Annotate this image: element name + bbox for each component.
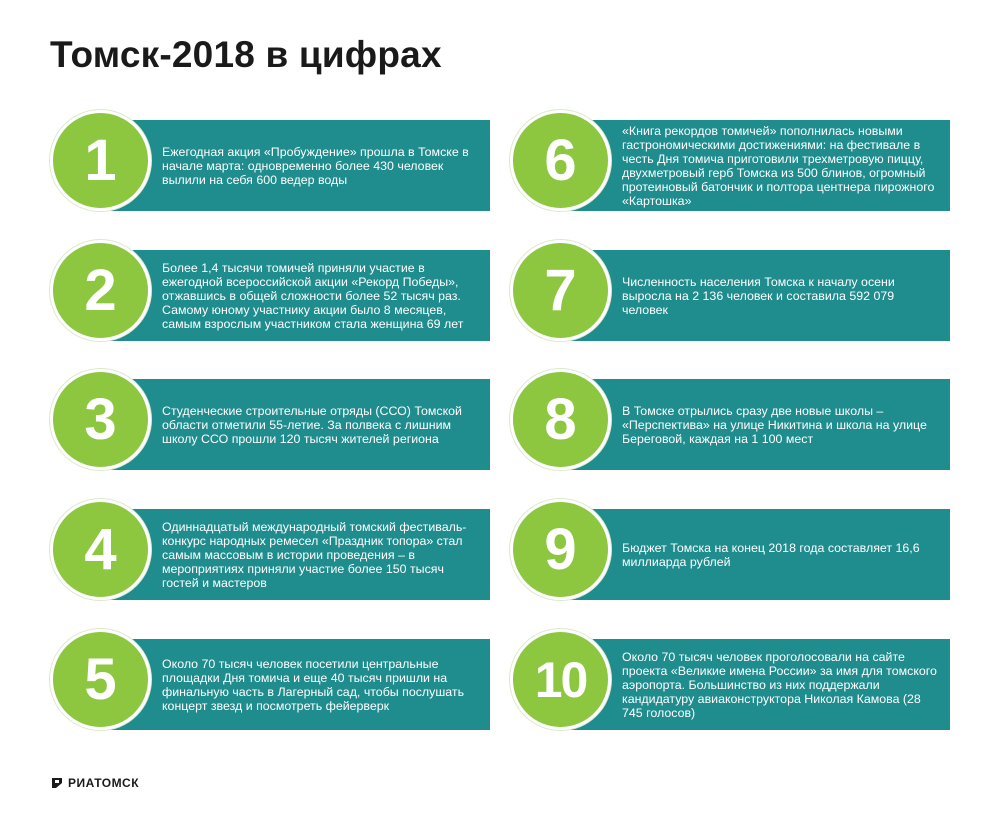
fact-text: Около 70 тысяч человек посетили центральные площадки Дня томича и еще 40 тысяч пришли на финальную часть в Лагерный сад, чтобы послушать концерт звезд и посмотреть фейерверк xyxy=(162,656,465,713)
fact-card-4 xyxy=(50,499,490,600)
fact-card-5 xyxy=(50,629,490,730)
logo-text: РИАТОМСК xyxy=(68,776,140,790)
fact-text: В Томске отрылись сразу две новые школы – «Перспектива» на улице Никитина и школа на улице Береговой, каждая на 1 100 мест xyxy=(622,403,927,446)
fact-text: Около 70 тысяч человек проголосовали на сайте проекта «Великие имена России» за имя для томского аэропорта. Большинство из них поддержали кандидатуру авиаконструктора Николая Камова (28 745 голосов) xyxy=(622,649,937,720)
ria-tomsk-logo xyxy=(50,776,139,790)
fact-number: 2 xyxy=(50,240,151,341)
fact-card-6 xyxy=(510,110,950,211)
fact-text: Более 1,4 тысячи томичей приняли участие в ежегодной всероссийской акции «Рекорд Победы», отжавшись в общей сложности более 52 тысяч раз. Самому юному участнику акции было 8 месяцев, самым взрослым участником стала женщина 69 лет xyxy=(162,260,464,331)
fact-number: 8 xyxy=(510,369,611,470)
fact-card-9 xyxy=(510,499,950,600)
fact-text: Бюджет Томска на конец 2018 года составляет 16,6 миллиарда рублей xyxy=(622,540,920,569)
fact-number: 6 xyxy=(510,110,611,211)
fact-card-3 xyxy=(50,369,490,470)
fact-card-1 xyxy=(50,110,490,211)
fact-card-8 xyxy=(510,369,950,470)
fact-text: Численность населения Томска к началу осени выросла на 2 136 человек и составила 592 079 человек xyxy=(622,274,895,317)
fact-text: Студенческие строительные отряды (ССО) Томской области отметили 55-летие. За полвека с лишним школу ССО прошли 120 тысяч жителей региона xyxy=(162,403,462,446)
ria-logo-icon xyxy=(50,776,64,790)
fact-card-7 xyxy=(510,240,950,341)
fact-number: 9 xyxy=(510,499,611,600)
fact-text: Одиннадцатый международный томский фестиваль-конкурс народных ремесел «Праздник топора» стал самым массовым в истории проведения – в мероприятиях приняли участие более 150 тысяч гостей и мастеров xyxy=(162,519,467,590)
fact-card-2 xyxy=(50,240,490,341)
page-title: Томск-2018 в цифрах xyxy=(50,34,442,75)
fact-number: 10 xyxy=(510,629,611,730)
fact-number: 3 xyxy=(50,369,151,470)
fact-number: 5 xyxy=(50,629,151,730)
fact-text: «Книга рекордов томичей» пополнилась новыми гастрономическими достижениями: на фестивале в честь Дня томича приготовили трехметровую пиццу, двухметровый герб Томска из 500 блинов, огромный протеиновый батончик и полтора центнера пирожного «Картошка» xyxy=(622,123,935,208)
fact-number: 1 xyxy=(50,110,151,211)
fact-number: 7 xyxy=(510,240,611,341)
fact-number: 4 xyxy=(50,499,151,600)
fact-text: Ежегодная акция «Пробуждение» прошла в Томске в начале марта: одновременно более 430 человек вылили на себя 600 ведер воды xyxy=(162,144,469,187)
fact-card-10 xyxy=(510,629,950,730)
